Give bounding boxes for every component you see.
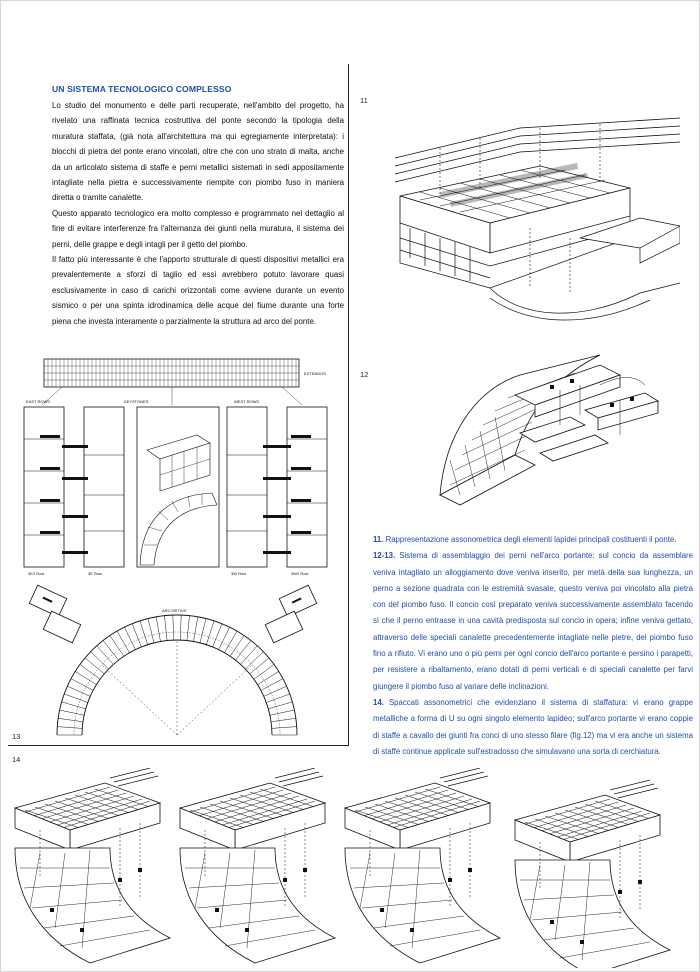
intro-paragraph-2: Questo apparato tecnologico era molto complesso e programmato nel dettaglio al fine di evitare interferenze fra l'alternanza dei giunti nella muratura, il sistema dei perni, delle grappe e degli intagli per il getto del piombo.: [52, 208, 344, 249]
extrados-label: EXTRADOS: [304, 371, 327, 376]
caption-12-13-text: Sistema di assemblaggio dei perni nell'arco portante: sul concio da assemblare veniva intagliato un alloggiamento dove veniva inserito, per metà della sua lunghezza, un perno a sezione quadrata con le estremità svasate, questo veniva poi vincolato alla pietra con del piombo fuso. Il concio così preparato veniva successivamente assemblato facendo sì che il perno entrasse in una cavità predisposta sul concio in opera; infine veniva gettato, attraverso delle speciali canalette precedentemente intagliate nelle pietre, del piombo fuso fino a rifiuto. Vi erano uno o più perni per ogni concio dell'arco portante e persino i parapetti, per resistere a ribaltamento, erano dotati di perni verticali e di speciali canalette per farvi giungere il piombo fuso al variare delle inclinazioni.: [373, 551, 693, 691]
figure-number-14: 14: [12, 755, 21, 764]
east-rows-label: EAST ROWS: [26, 399, 50, 404]
caption-14-text: Spaccati assonometrici che evidenziano il sistema di staffatura: vi erano grappe metalliche a forma di U su ogni singolo elemento lapideo; sull'arco portante vi erano coppie di staffe a cavallo dei giunti fra conci di uno stesso filare (fig.12) ma vi era anche un sistema di staffe continue applicate sull'estradosso che simulavano una sorta di cerchiatura.: [373, 697, 693, 756]
figure-number-12: 12: [360, 370, 369, 379]
intro-text: [52, 98, 344, 329]
figure-12-arch-pins: [420, 345, 680, 510]
row-label-a: 3E2 Row: [28, 571, 45, 576]
row-label-b: 3E Row: [88, 571, 103, 576]
intro-paragraph-1: Lo studio del monumento e delle parti recuperate, nell'ambito del progetto, ha rivelato una raffinata tecnica costruttiva del ponte secondo la tipologia della muratura staffata, (già nota all'architettura ma qui egregiamente interpretata): i blocchi di pietra del ponte erano vincolati, oltre che con uno strato di malta, anche da un articolato sistema di staffe e perni metallici sistemati in sedi appositamente intagliate nella pietra e successivamente riempite con piombo fuso in maniera diretta o tramite canalette.: [52, 101, 344, 203]
caption-12-13-number: 12-13.: [373, 551, 396, 561]
figure-number-11: 11: [360, 96, 368, 105]
caption-11: [373, 532, 693, 548]
cutaway-1: [15, 768, 170, 963]
figure-11-axonometric-bridge: [380, 88, 680, 328]
intro-paragraph-3: Il fatto più interessante è che l'apporto strutturale di questi dispositivi metallici era prevalentemente a sforzi di taglio ed essi avrebbero potuto lavorare quasi esclusivamente in caso di carichi orizzontali come avviene durante un evento sismico o per una spinta idrodinamica delle acque del fiume durante una forte piena che investa interamente o parzialmente la struttura ad arco del ponte.: [52, 255, 344, 326]
arch-label: ARCOSITIUS: [162, 608, 187, 613]
cutaway-2: [180, 768, 335, 963]
caption-12-13: [373, 548, 693, 695]
text-box-bottom-rule: [8, 745, 349, 746]
keystones-label: KEYSTONES: [124, 399, 149, 404]
figure-number-13: 13: [12, 732, 21, 741]
figure-14-cutaway-sequence: [5, 768, 695, 968]
cutaway-4: [515, 780, 670, 968]
captions-block: [373, 532, 693, 760]
caption-14-number: 14.: [373, 697, 384, 707]
caption-11-number: 11.: [373, 535, 384, 544]
caption-11-text: Rappresentazione assonometrica degli elementi lapidei principali costituenti il ponte.: [383, 535, 677, 544]
extrados-strip: [44, 359, 299, 387]
figure-13-arch-stones: [12, 355, 347, 740]
west-rows-label: WEST ROWS: [234, 399, 260, 404]
row-label-c: 3W Row: [231, 571, 247, 576]
cutaway-3: [345, 768, 500, 963]
row-label-d: 3W2 Row: [291, 571, 309, 576]
section-title: UN SISTEMA TECNOLOGICO COMPLESSO: [52, 84, 232, 94]
caption-14: [373, 695, 693, 760]
text-box-right-rule: [348, 64, 349, 746]
